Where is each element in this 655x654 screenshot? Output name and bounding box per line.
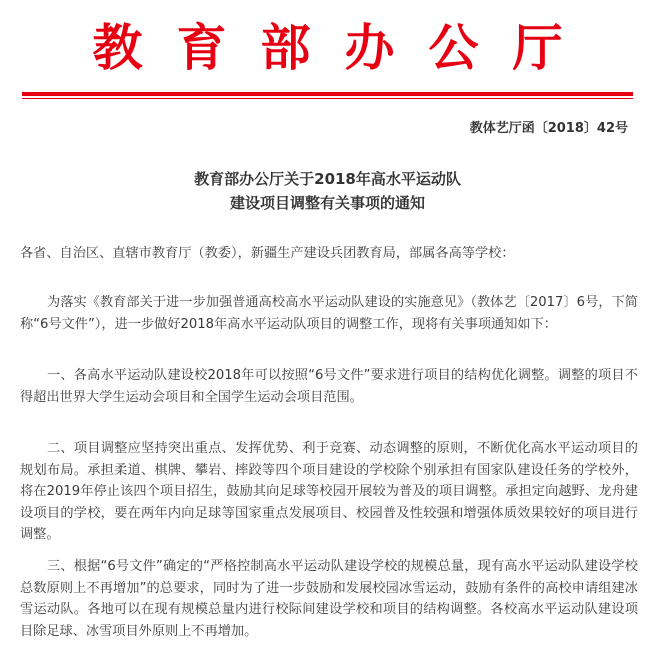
intro-paragraph: 为落实《教育部关于进一步加强普通高校高水平运动队建设的实施意见》（教体艺〔2017〕6号，下简称“6号文件”），进一步做好2018年高水平运动队项目的调整工作，现将有关事项通知如下： [20, 295, 638, 332]
addressee-line: 各省、自治区、直辖市教育厅（教委），新疆生产建设兵团教育局，部属各高等学校： [20, 246, 515, 261]
document-number: 教体艺厅函〔2018〕42号 [469, 121, 628, 136]
document-title-line-1: 教育部办公厅关于2018年高水平运动队 [194, 170, 461, 188]
letterhead-rule-thick [22, 92, 633, 96]
document-title-line-2: 建设项目调整有关事项的通知 [229, 194, 425, 212]
letterhead-title: 教育部办公厅 [92, 18, 597, 77]
item-three-paragraph: 三、根据“6号文件”确定的“严格控制高水平运动队建设学校的规模总量，现有高水平运动队建设学校总数原则上不再增加”的总要求，同时为了进一步鼓励和发展校园冰雪运动，鼓励有条件的高校申请组建冰雪运动队。各地可以在现有规模总量内进行校际间建设学校和项目的结构调整。各校高水平运动队建设项目除足球、冰雪项目外原则上不再增加。 [20, 559, 638, 639]
item-two-paragraph: 二、项目调整应坚持突出重点、发挥优势、利于竞赛、动态调整的原则，不断优化高水平运动项目的规划布局。承担柔道、棋牌、攀岩、摔跤等四个项目建设的学校除个别承担有国家队建设任务的学校外，将在2019年停止该四个项目招生，鼓励其向足球等校园开展较为普及的项目调整。承担定向越野、龙舟建设项目的学校，要在两年内向足球等国家重点发展项目、校园普及性较强和增强体质效果较好的项目进行调整。 [20, 441, 638, 542]
item-one-paragraph: 一、各高水平运动队建设校2018年可以按照“6号文件”要求进行项目的结构优化调整。调整的项目不得超出世界大学生运动会项目和全国学生运动会项目范围。 [20, 368, 638, 405]
letterhead-rule-thin [22, 98, 633, 99]
document-title [0, 167, 655, 215]
